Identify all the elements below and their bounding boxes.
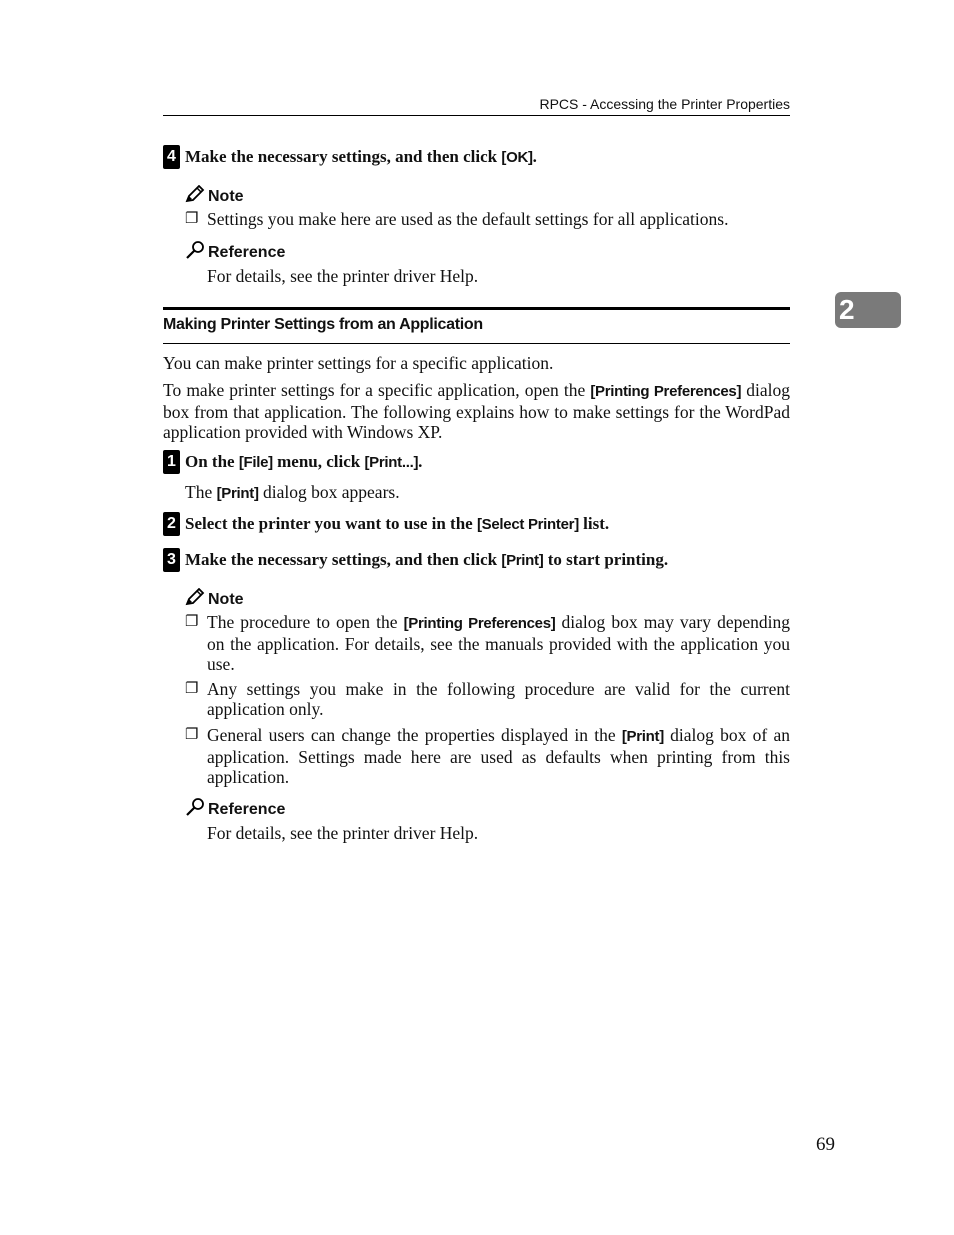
section-rule-top — [163, 307, 790, 310]
ui-print: [Print] — [216, 485, 259, 502]
step-1-result: The [Print] dialog box appears. — [185, 482, 400, 502]
pencil-icon — [185, 588, 205, 606]
running-header: RPCS - Accessing the Printer Properties — [539, 96, 790, 112]
magnifier-icon — [185, 798, 205, 816]
note-item: ❐ The procedure to open the [Printing Preferences] dialog box may vary depending on the application. For details, see the manuals provided with the application you use. — [185, 612, 790, 674]
ui-ok: [OK] — [501, 149, 533, 166]
step-number-badge: 3 — [163, 548, 180, 572]
ui-select-printer: [Select Printer] — [476, 516, 579, 533]
reference-label: Reference — [185, 798, 285, 818]
reference-label: Reference — [185, 241, 285, 261]
step-4-text: Make the necessary settings, and then click [OK]. — [185, 147, 537, 166]
header-rule — [163, 115, 790, 116]
note-label: Note — [185, 185, 244, 205]
step-2-text: Select the printer you want to use in the [Select Printer] list. — [185, 514, 610, 533]
page-number: 69 — [816, 1134, 835, 1155]
step-number-badge: 1 — [163, 450, 180, 474]
section-rule-bottom — [163, 343, 790, 344]
step-number-badge: 4 — [163, 145, 180, 169]
checkbox-icon: ❐ — [185, 681, 199, 697]
chapter-tab — [835, 292, 901, 328]
ui-print: [Print] — [501, 552, 544, 569]
ui-print-menu: [Print...] — [364, 454, 419, 471]
ui-print: [Print] — [621, 728, 664, 745]
note-item: ❐ General users can change the properties displayed in the [Print] dialog box of an application. Settings made here are used as defaults when printing from this application. — [185, 725, 790, 787]
reference-text: For details, see the printer driver Help. — [207, 823, 479, 843]
ui-printing-preferences: [Printing Preferences] — [403, 615, 556, 632]
checkbox-icon: ❐ — [185, 211, 199, 227]
ui-printing-preferences: [Printing Preferences] — [590, 383, 742, 400]
section-title: Making Printer Settings from an Application — [163, 316, 483, 333]
note-item: ❐ Any settings you make in the following procedure are valid for the current application only. — [185, 679, 790, 719]
section-paragraph: To make printer settings for a specific application, open the [Printing Preferences] dialog box from that application. The following explains how to make settings for the WordPad application provided with Windows XP. — [163, 380, 790, 442]
ui-file: [File] — [238, 454, 273, 471]
step-1-text: On the [File] menu, click [Print...]. — [185, 452, 423, 471]
checkbox-icon: ❐ — [185, 614, 199, 630]
reference-text: For details, see the printer driver Help. — [207, 266, 479, 286]
section-intro: You can make printer settings for a specific application. — [163, 353, 554, 373]
note-item: ❐ Settings you make here are used as the default settings for all applications. — [185, 209, 729, 229]
chapter-number: 2 — [839, 294, 855, 325]
pencil-icon — [185, 185, 205, 203]
checkbox-icon: ❐ — [185, 727, 199, 743]
step-number-badge: 2 — [163, 512, 180, 536]
step-3-text: Make the necessary settings, and then click [Print] to start printing. — [185, 550, 669, 569]
magnifier-icon — [185, 241, 205, 259]
note-label: Note — [185, 588, 244, 608]
